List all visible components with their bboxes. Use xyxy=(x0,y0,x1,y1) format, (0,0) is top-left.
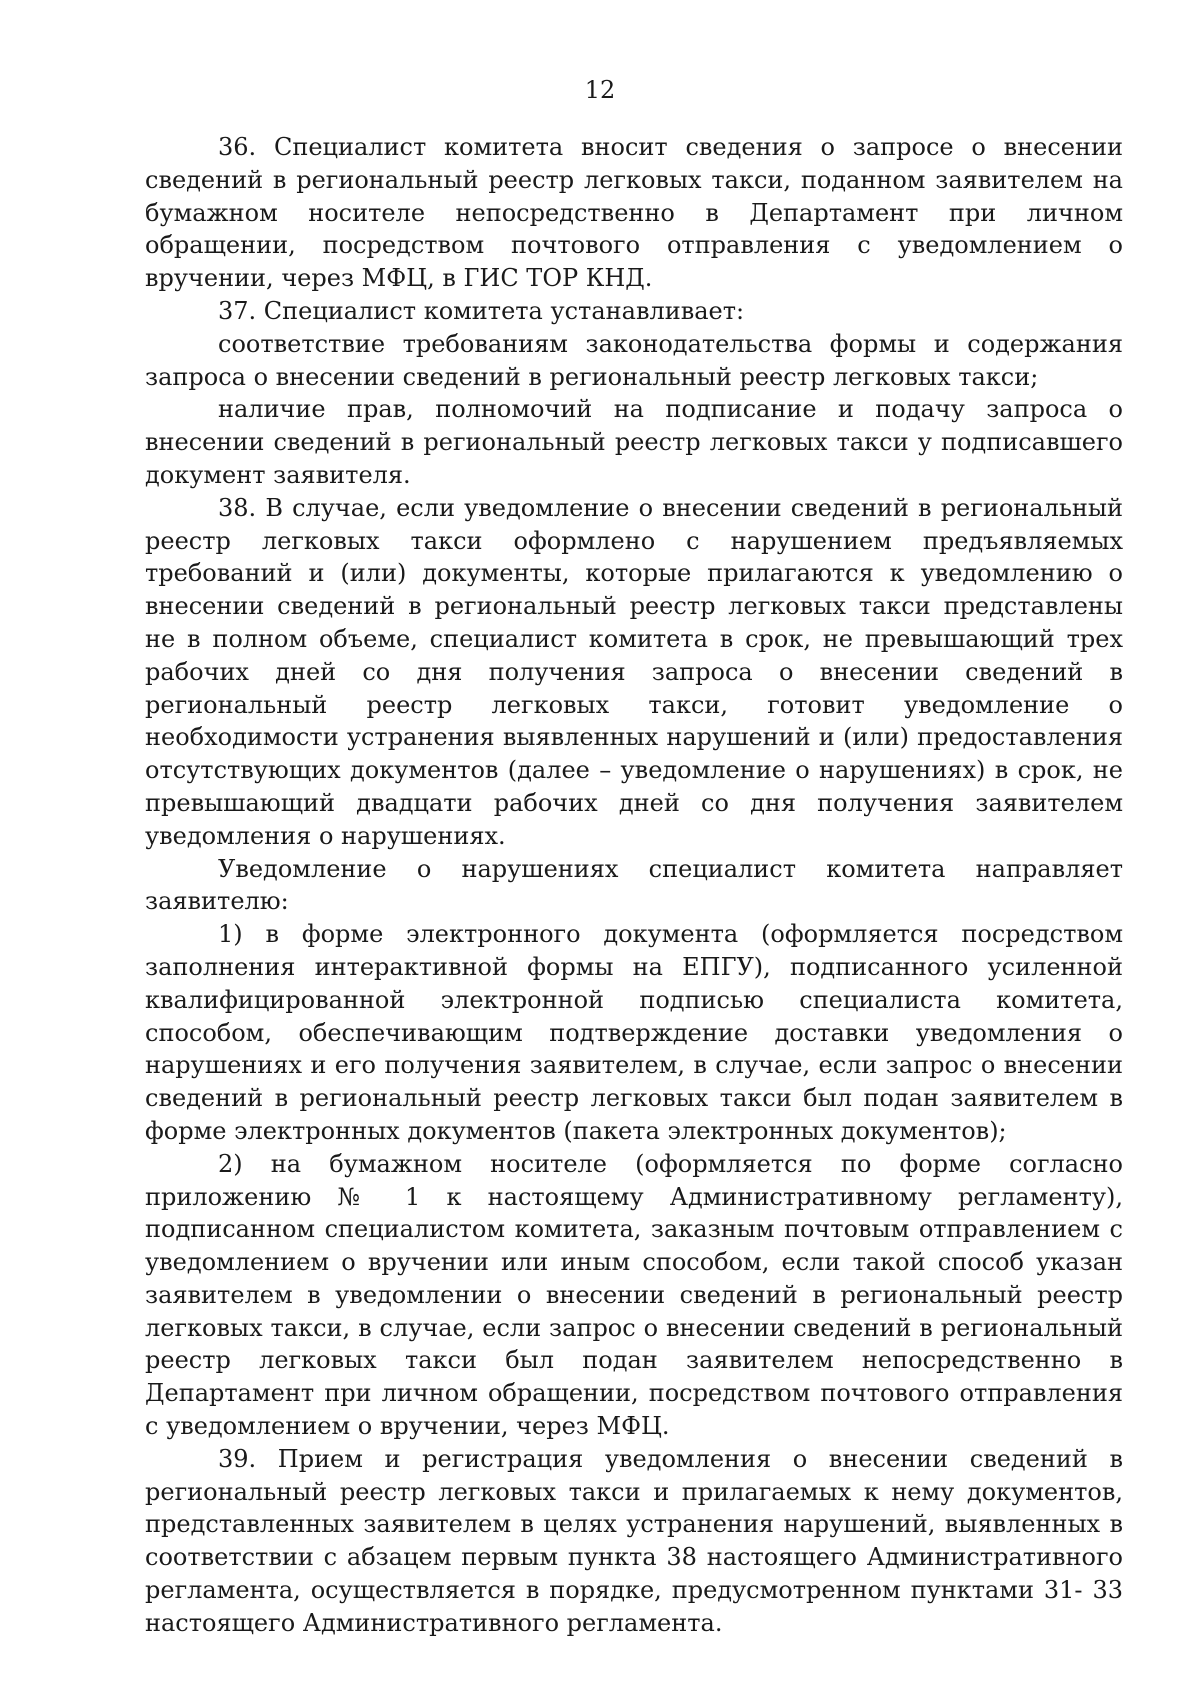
paragraph-37-item-form: соответствие требованиям законодательства формы и содержания запроса о внесении сведений в региональный реестр легковых такси; xyxy=(145,329,1123,391)
document-body xyxy=(145,131,1123,1640)
paragraph-38-notice-intro: Уведомление о нарушениях специалист комитета направляет заявителю: xyxy=(145,854,1123,916)
paragraph-37-item-rights: наличие прав, полномочий на подписание и подачу запроса о внесении сведений в региональный реестр легковых такси у подписавшего документ заявителя. xyxy=(145,395,1123,489)
paragraph-39: 39. Прием и регистрация уведомления о внесении сведений в региональный реестр легковых такси и прилагаемых к нему документов, представленных заявителем в целях устранения нарушений, выявленных в соответствии с абзацем первым пункта 38 настоящего Административного регламента, осуществляется в порядке, предусмотренном пунктами 31- 33 настоящего Административного регламента. xyxy=(145,1444,1123,1637)
paragraph-36: 36. Специалист комитета вносит сведения о запросе о внесении сведений в региональный реестр легковых такси, поданном заявителем на бумажном носителе непосредственно в Департамент при личном обращении, посредством почтового отправления с уведомлением о вручении, через МФЦ, в ГИС ТОР КНД. xyxy=(145,133,1123,293)
paragraph-38-item-1: 1) в форме электронного документа (оформляется посредством заполнения интерактивной формы на ЕПГУ), подписанного усиленной квалифицированной электронной подписью специалиста комитета, способом, обеспечивающим подтверждение доставки уведомления о нарушениях и его получения заявителем, в случае, если запрос о внесении сведений в региональный реестр легковых такси был подан заявителем в форме электронных документов (пакета электронных документов); xyxy=(145,920,1123,1145)
paragraph-38-item-2: 2) на бумажном носителе (оформляется по форме согласно приложению № 1 к настоящему Административному регламенту), подписанном специалистом комитета, заказным почтовым отправлением с уведомлением о вручении или иным способом, если такой способ указан заявителем в уведомлении о внесении сведений в региональный реестр легковых такси, в случае, если запрос о внесении сведений в региональный реестр легковых такси был подан заявителем непосредственно в Департамент при личном обращении, посредством почтового отправления с уведомлением о вручении, через МФЦ. xyxy=(145,1149,1123,1441)
paragraph-38: 38. В случае, если уведомление о внесении сведений в региональный реестр легковых такси оформлено с нарушением предъявляемых требований и (или) документы, которые прилагаются к уведомлению о внесении сведений в региональный реестр легковых такси представлены не в полном объеме, специалист комитета в срок, не превышающий трех рабочих дней со дня получения запроса о внесении сведений в региональный реестр легковых такси, готовит уведомление о необходимости устранения выявленных нарушений и (или) предоставления отсутствующих документов (далее – уведомление о нарушениях) в срок, не превышающий двадцати рабочих дней со дня получения заявителем уведомления о нарушениях. xyxy=(145,493,1123,850)
page-number: 12 xyxy=(584,76,616,104)
paragraph-37: 37. Специалист комитета устанавливает: xyxy=(218,296,745,325)
